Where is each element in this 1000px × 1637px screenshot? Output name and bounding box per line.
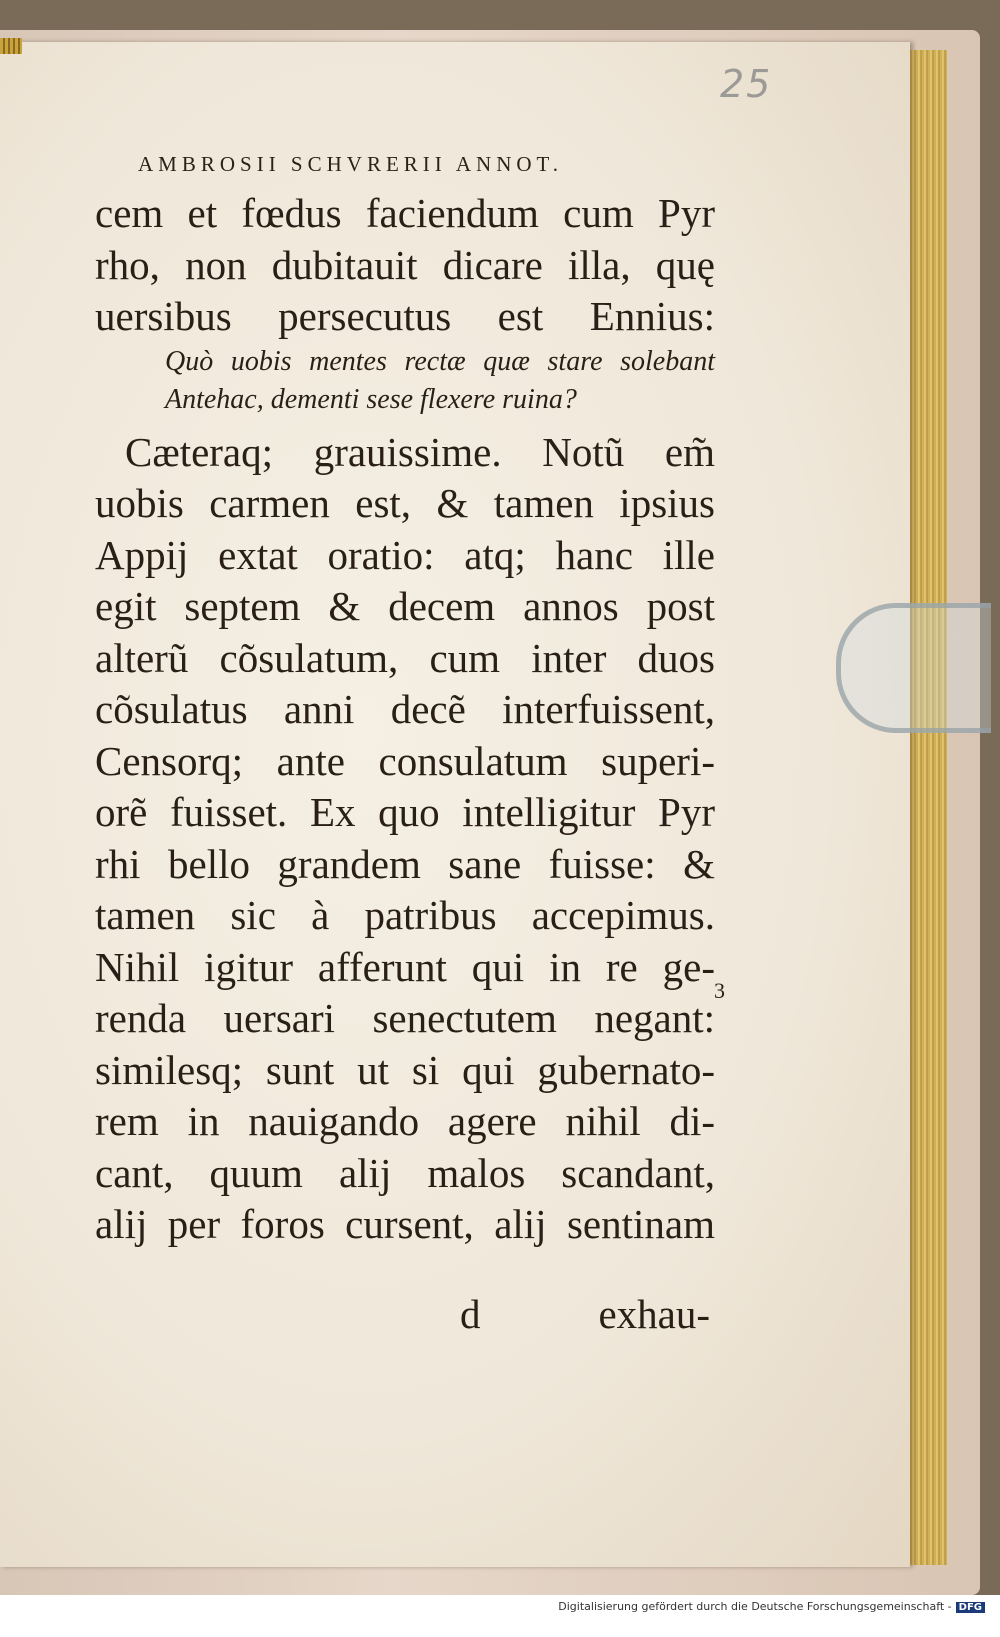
quote-line: Antehac, dementi sese flexere ruina?	[165, 383, 577, 415]
text-line: Censorq; ante consulatum superi-	[95, 737, 715, 784]
page-clip-holder	[836, 603, 991, 733]
text-line: orẽ fuisset. Ex quo intelligitur Pyr	[95, 789, 715, 835]
text-line: Cæteraq; grauissime. Notũ em̃	[125, 428, 715, 475]
spine-thread	[0, 38, 22, 54]
credit-text: Digitalisierung gefördert durch die Deutsche Forschungsgemeinschaft -	[558, 1600, 952, 1613]
running-head: AMBROSII SCHVRERII ANNOT.	[138, 152, 564, 176]
text-line: rem in nauigando agere nihil di-	[95, 1098, 715, 1144]
catchword: exhau-	[598, 1291, 710, 1337]
text-line: alterũ cõsulatum, cum inter duos	[95, 634, 715, 681]
text-line: cõsulatus anni decẽ interfuissent,	[95, 686, 715, 732]
quote-line: Quò uobis mentes rectæ quæ stare solebant	[165, 345, 715, 377]
text-line: similesq; sunt ut si qui gubernato-	[95, 1046, 715, 1093]
text-line: Appij extat oratio: atq; hanc ille	[95, 531, 715, 578]
text-line: tamen sic à patribus accepimus.	[95, 892, 715, 938]
text-line: egit septem & decem annos post	[95, 583, 715, 629]
margin-mark: 3	[714, 978, 725, 1003]
text-line: rho, non dubitauit dicare illa, quę	[95, 241, 715, 288]
signature-catchword-line	[460, 1290, 710, 1338]
text-line: Nihil igitur afferunt qui in re ge-	[95, 943, 715, 990]
signature-mark: d	[460, 1291, 481, 1337]
gilt-page-edges	[905, 50, 947, 1565]
folio-number: 25	[720, 62, 773, 106]
text-line: alij per foros cursent, alij sentinam	[95, 1201, 715, 1247]
page-text	[95, 188, 715, 1251]
text-line: rhi bello grandem sane fuisse: &	[95, 840, 715, 887]
digitization-credit	[0, 1600, 985, 1613]
dfg-logo: DFG	[956, 1602, 985, 1613]
text-line: cem et fœdus faciendum cum Pyr	[95, 190, 715, 236]
text-line: cant, quum alij malos scandant,	[95, 1149, 715, 1196]
text-line: renda uersari senectutem negant:	[95, 995, 715, 1041]
text-line: uobis carmen est, & tamen ipsius	[95, 480, 715, 526]
text-line: uersibus persecutus est Ennius:	[95, 293, 715, 339]
